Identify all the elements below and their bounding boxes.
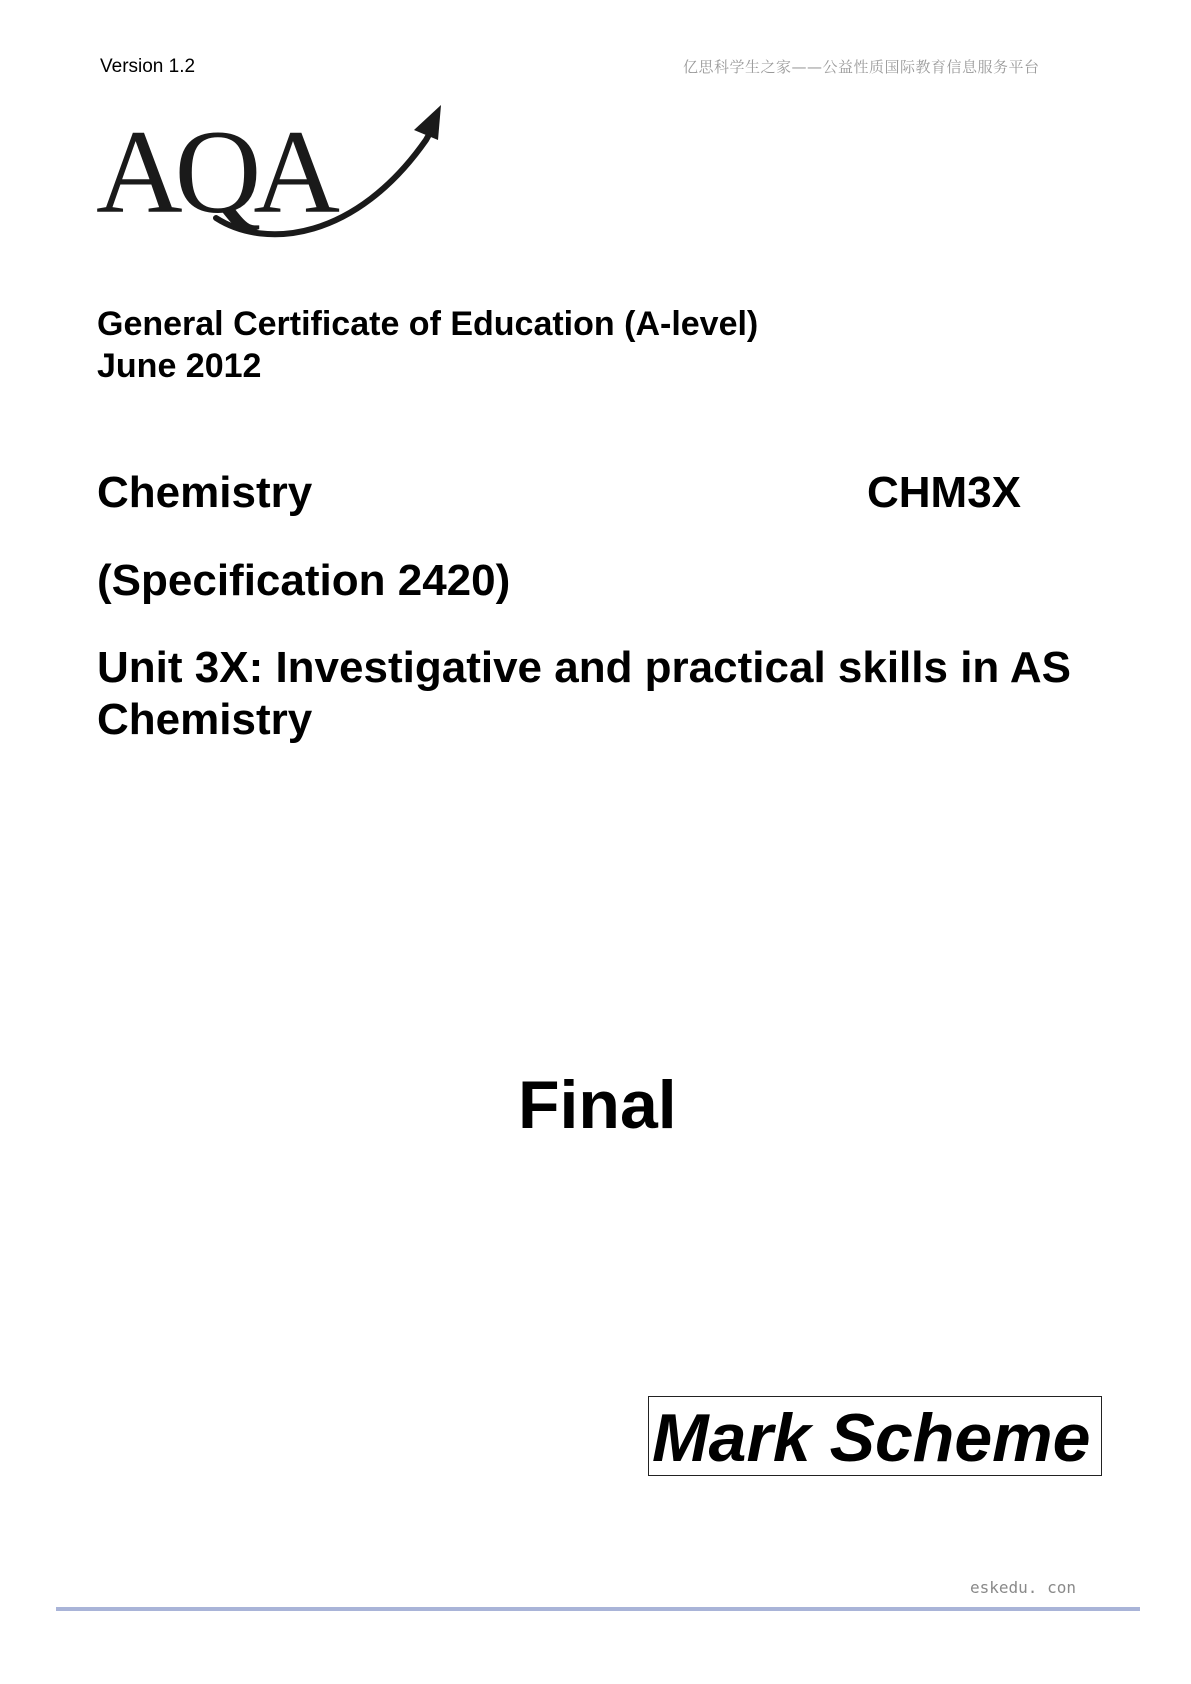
exam-session: June 2012	[97, 347, 262, 385]
document-type: Mark Scheme	[652, 1400, 1091, 1476]
unit-title-line-1: Unit 3X: Investigative and practical skills in AS	[97, 643, 1072, 692]
version-label: Version 1.2	[100, 56, 196, 77]
aqa-logo	[96, 100, 476, 245]
qualification-heading	[97, 303, 758, 387]
svg-text:AQA: AQA	[96, 105, 332, 238]
footer-watermark: eskedu. con	[970, 1578, 1076, 1597]
unit-title-line-2: Chemistry	[97, 695, 313, 744]
header-watermark: 亿思科学生之家——公益性质国际教育信息服务平台	[683, 58, 1040, 76]
specification: (Specification 2420)	[97, 556, 511, 605]
subject-code: CHM3X	[867, 468, 1022, 517]
unit-title	[97, 642, 1097, 746]
subject-name: Chemistry	[97, 468, 313, 517]
qualification-title: General Certificate of Education (A-level)	[97, 305, 759, 343]
footer-rule	[56, 1607, 1140, 1611]
document-status: Final	[518, 1067, 677, 1143]
